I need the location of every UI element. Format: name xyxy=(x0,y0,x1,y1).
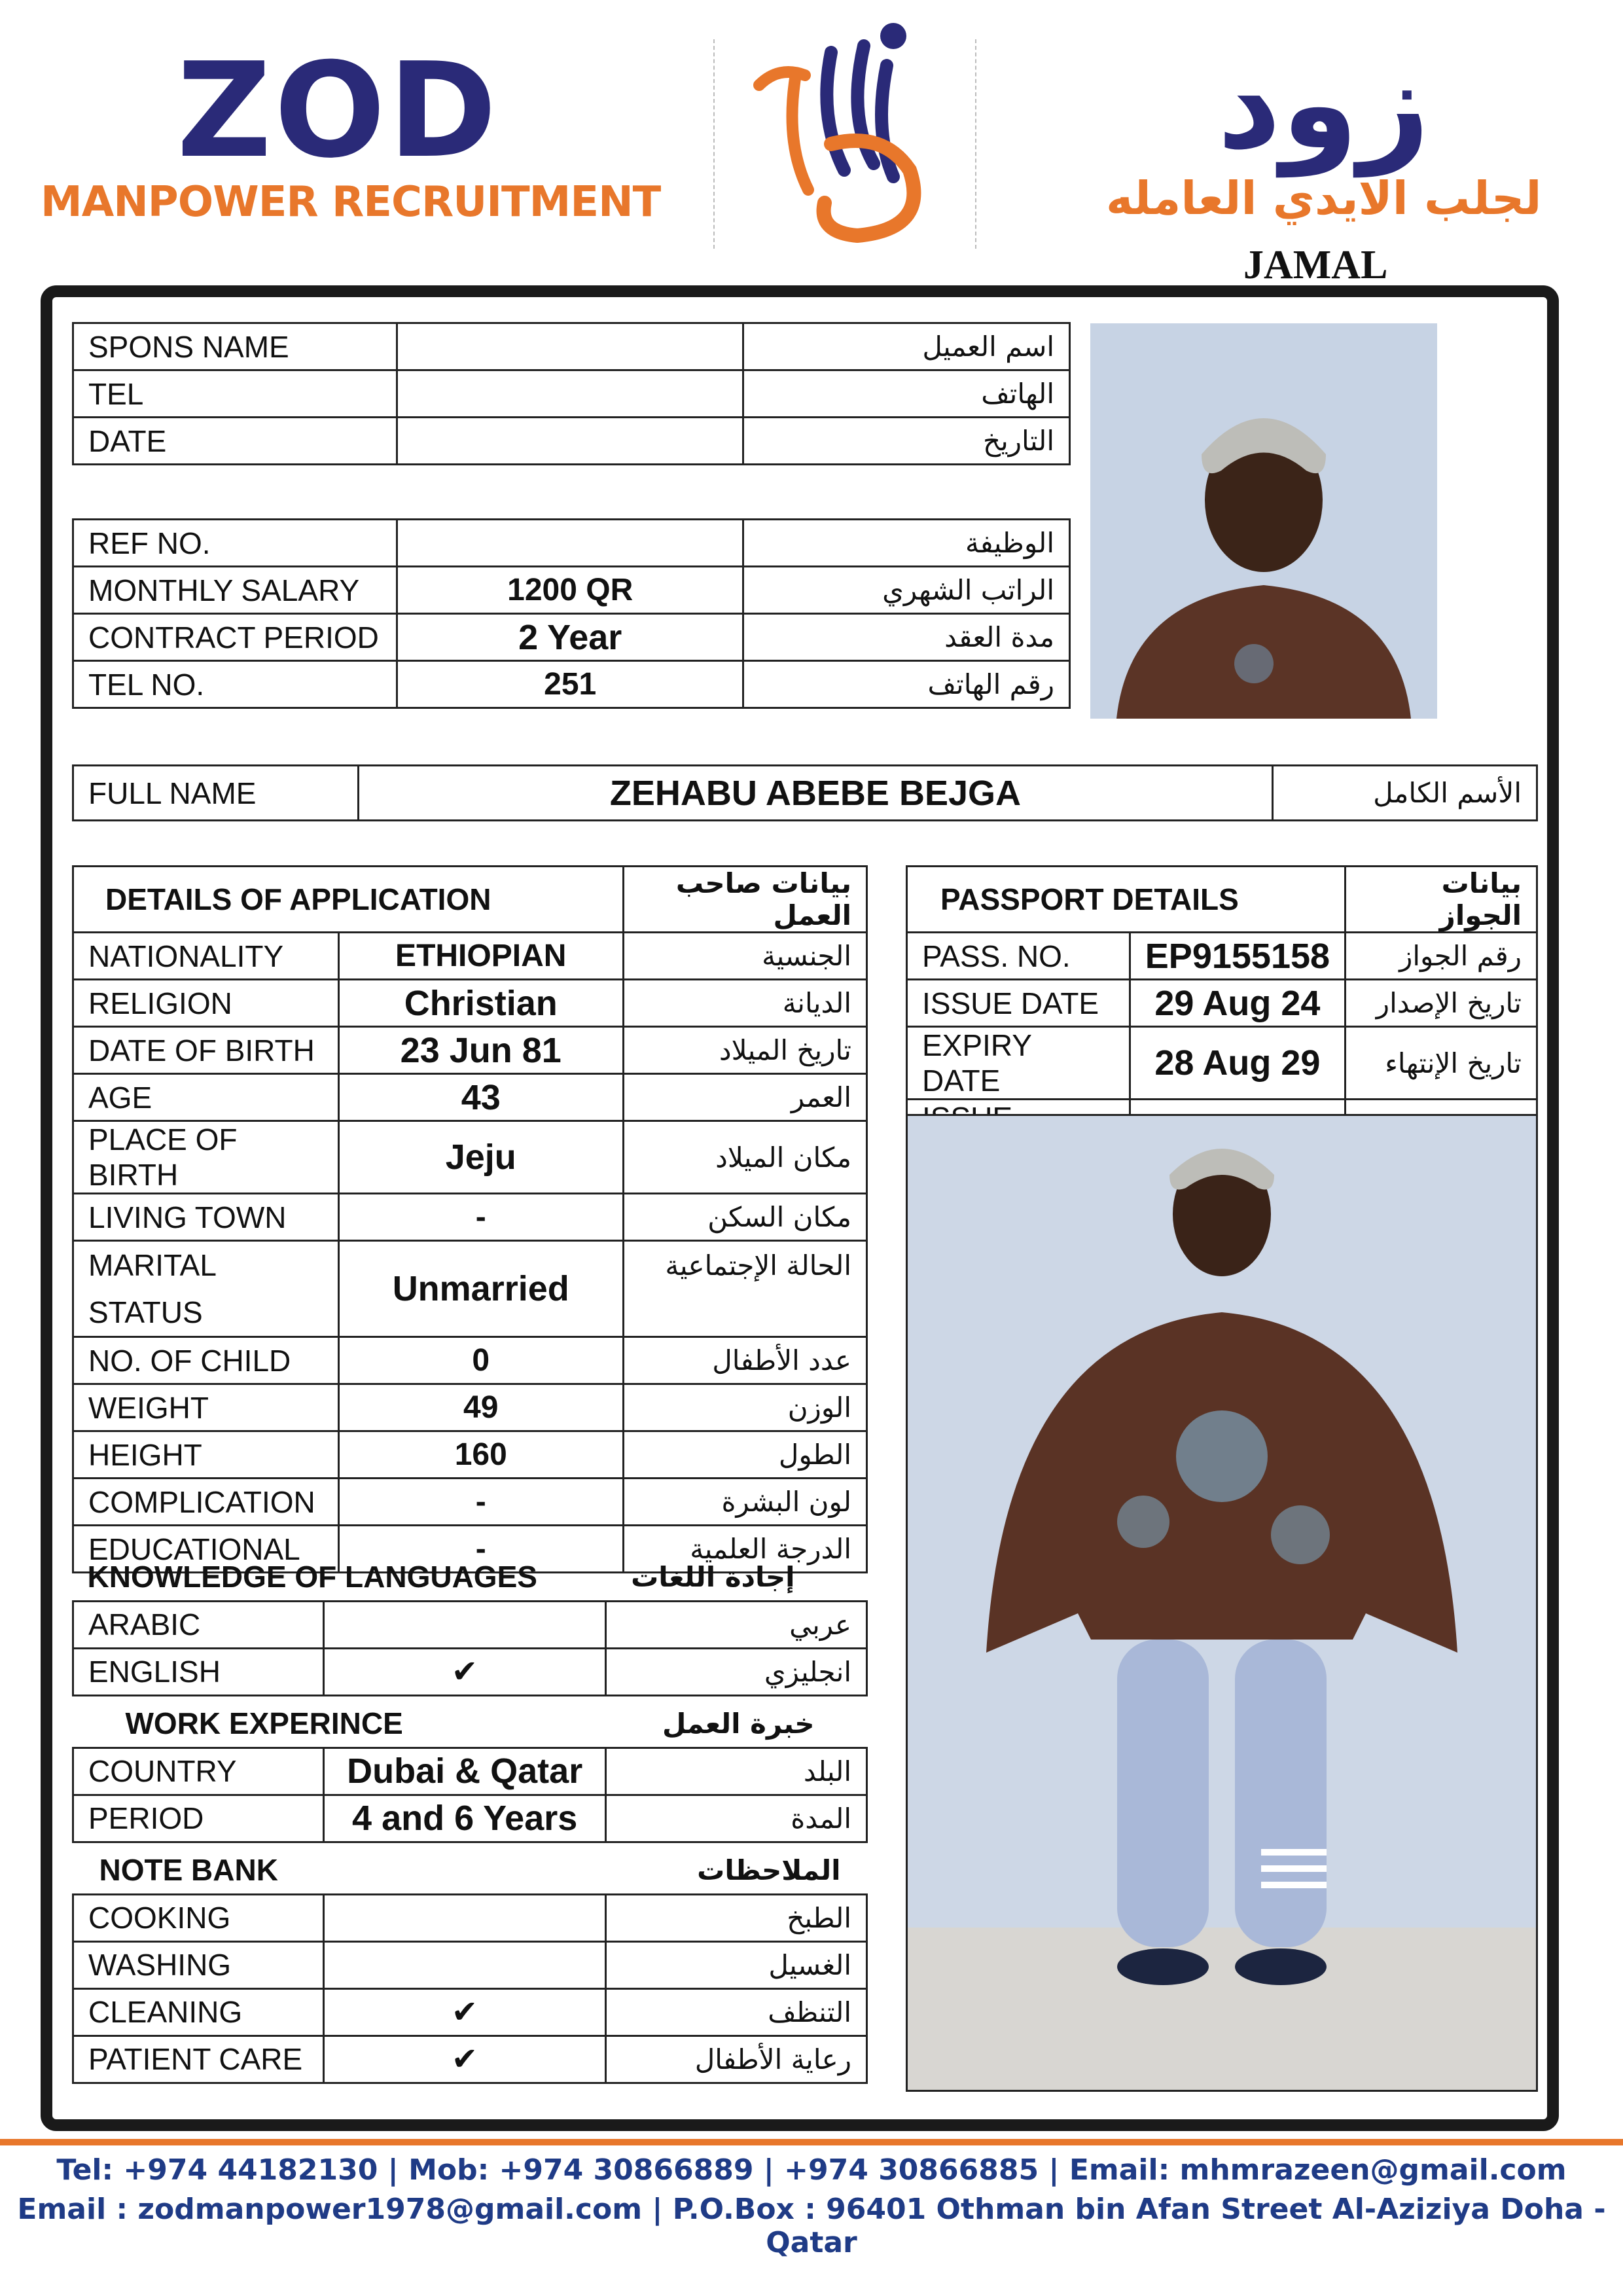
label-ar: الديانة xyxy=(623,980,866,1027)
label-ar: البلد xyxy=(606,1748,867,1795)
table-row xyxy=(73,1847,867,1894)
table-row xyxy=(73,2036,867,2083)
label-en: HEIGHT xyxy=(73,1431,339,1479)
label-ar: تاريخ الإصدار xyxy=(1346,980,1537,1027)
marital-label-line1: MARITAL xyxy=(88,1248,217,1282)
field-value[interactable]: ETHIOPIAN xyxy=(338,933,623,980)
label-en: EDUCATIONAL xyxy=(73,1526,339,1573)
passport-title-en: PASSPORT DETAILS xyxy=(907,867,1346,933)
header-divider-right xyxy=(975,39,976,249)
field-value[interactable]: - xyxy=(338,1194,623,1241)
label-en xyxy=(73,1241,339,1337)
experience-title-en: WORK EXPERINCE xyxy=(125,1706,403,1741)
table-row xyxy=(73,1337,867,1384)
label-en: CLEANING xyxy=(73,1988,324,2036)
label-ar: رقم الهاتف xyxy=(743,661,1070,708)
label-en: COUNTRY xyxy=(73,1748,324,1795)
table-row xyxy=(73,1027,867,1074)
table-row xyxy=(907,1027,1537,1100)
table-row xyxy=(73,1074,867,1121)
label-en: COOKING xyxy=(73,1894,324,1941)
notes-title-ar: الملاحظات xyxy=(697,1854,841,1886)
field-value[interactable]: Jeju xyxy=(338,1121,623,1194)
languages-title-ar: إجادة اللغات xyxy=(631,1560,795,1593)
label-en: DATE OF BIRTH xyxy=(73,1027,339,1074)
label-ar: عربي xyxy=(605,1601,866,1648)
brand-subtitle-en: MANPOWER RECRUITMENT xyxy=(41,178,661,226)
field-value[interactable]: 43 xyxy=(338,1074,623,1121)
sponsor-table xyxy=(72,322,1071,465)
table-row xyxy=(73,1431,867,1479)
label-en: ISSUE DATE xyxy=(907,980,1130,1027)
label-ar: الوظيفة xyxy=(743,520,1070,567)
field-value[interactable]: 0 xyxy=(338,1337,623,1384)
table-row xyxy=(73,1988,867,2036)
full-body-image xyxy=(908,1116,1536,2090)
label-ar: رعاية الأطفال xyxy=(605,2036,866,2083)
field-value[interactable]: EP9155158 xyxy=(1130,933,1345,980)
label-ar: اسم العميل xyxy=(743,323,1069,370)
application-title-en: DETAILS OF APPLICATION xyxy=(73,867,624,933)
notes-table xyxy=(72,1847,868,2084)
label-ar: مكان السكن xyxy=(623,1194,866,1241)
label-ar: الطول xyxy=(623,1431,866,1479)
contract-table xyxy=(72,518,1071,709)
label-en: ENGLISH xyxy=(73,1648,324,1695)
label-ar: التاريخ xyxy=(743,418,1069,465)
field-value[interactable]: Unmarried xyxy=(338,1241,623,1337)
table-row xyxy=(73,980,867,1027)
footer-accent-line xyxy=(0,2139,1623,2145)
label-ar: الحالة الإجتماعية xyxy=(623,1241,866,1337)
label-en: PASS. NO. xyxy=(907,933,1130,980)
label-ar: الهاتف xyxy=(743,370,1069,418)
label-en: MONTHLY SALARY xyxy=(73,567,397,614)
language-check[interactable]: ✔ xyxy=(324,1648,605,1695)
table-row xyxy=(73,1648,867,1695)
table-row xyxy=(73,1894,867,1941)
field-value[interactable] xyxy=(397,520,743,567)
table-row xyxy=(73,1748,867,1795)
label-ar: مكان الميلاد xyxy=(623,1121,866,1194)
field-value[interactable]: - xyxy=(338,1526,623,1573)
table-row xyxy=(73,1194,867,1241)
table-row xyxy=(73,1601,867,1648)
brand-emblem-icon xyxy=(733,13,955,262)
field-value[interactable]: 28 Aug 29 xyxy=(1130,1027,1345,1100)
table-row xyxy=(73,614,1070,661)
full-name-table xyxy=(72,764,1538,821)
brand-logo-en: ZOD xyxy=(177,35,500,187)
field-value[interactable]: 23 Jun 81 xyxy=(338,1027,623,1074)
table-row xyxy=(73,520,1070,567)
skill-check[interactable] xyxy=(324,1941,605,1988)
label-ar: الوزن xyxy=(623,1384,866,1431)
label-en: SPONS NAME xyxy=(73,323,397,370)
table-row xyxy=(73,323,1070,370)
label-ar: رقم الجواز xyxy=(1346,933,1537,980)
table-row xyxy=(73,867,867,933)
label-ar: مدة العقد xyxy=(743,614,1070,661)
table-row xyxy=(73,1700,867,1748)
table-row xyxy=(73,370,1070,418)
field-value[interactable] xyxy=(397,418,743,465)
field-value[interactable]: 29 Aug 24 xyxy=(1130,980,1345,1027)
field-value[interactable] xyxy=(397,370,743,418)
label-en: COMPLICATION xyxy=(73,1479,339,1526)
label-en: PLACE OF BIRTH xyxy=(73,1121,339,1194)
brand-subtitle-ar: لجلب الايدي العامله xyxy=(1106,171,1542,225)
table-row xyxy=(73,567,1070,614)
full-name-value[interactable]: ZEHABU ABEBE BEJGA xyxy=(358,766,1273,821)
table-row xyxy=(73,1795,867,1842)
application-table xyxy=(72,865,868,1573)
label-en: CONTRACT PERIOD xyxy=(73,614,397,661)
experience-title-ar: خبرة العمل xyxy=(662,1707,815,1740)
label-en: FULL NAME xyxy=(73,766,359,821)
label-en: LIVING TOWN xyxy=(73,1194,339,1241)
portrait-image xyxy=(1090,323,1437,719)
table-row xyxy=(907,933,1537,980)
label-ar: الطبخ xyxy=(605,1894,866,1941)
header-divider-left xyxy=(713,39,715,249)
field-value[interactable]: Dubai & Qatar xyxy=(324,1748,606,1795)
table-row xyxy=(73,1121,867,1194)
label-en: PATIENT CARE xyxy=(73,2036,324,2083)
passport-title-ar: بيانات الجواز xyxy=(1346,867,1537,933)
skill-check[interactable]: ✔ xyxy=(324,1988,605,2036)
table-row xyxy=(73,766,1537,821)
footer-contact-line2: Email : zodmanpower1978@gmail.com | P.O.Box : 96401 Othman bin Afan Street Al-Aziziya Doha - Qatar xyxy=(17,2193,1606,2259)
table-row xyxy=(73,1554,867,1601)
label-ar: الراتب الشهري xyxy=(743,567,1070,614)
label-ar: تاريخ الإنتهاء xyxy=(1346,1027,1537,1100)
label-en: TEL xyxy=(73,370,397,418)
portrait-photo xyxy=(1090,323,1437,719)
field-value[interactable]: 160 xyxy=(338,1431,623,1479)
field-value[interactable]: 2 Year xyxy=(397,614,743,661)
full-body-photo xyxy=(906,1114,1538,2092)
field-value[interactable]: 1200 QR xyxy=(397,567,743,614)
table-row xyxy=(907,980,1537,1027)
label-ar: العمر xyxy=(623,1074,866,1121)
field-value[interactable]: 4 and 6 Years xyxy=(324,1795,606,1842)
label-en: ARABIC xyxy=(73,1601,324,1648)
notes-title-en: NOTE BANK xyxy=(99,1853,278,1888)
table-row xyxy=(73,418,1070,465)
field-value[interactable]: 49 xyxy=(338,1384,623,1431)
label-ar: المدة xyxy=(606,1795,867,1842)
field-value[interactable] xyxy=(397,323,743,370)
brand-logo-ar: زود xyxy=(1217,32,1430,177)
label-en: NO. OF CHILD xyxy=(73,1337,339,1384)
table-row xyxy=(907,867,1537,933)
label-en: WASHING xyxy=(73,1941,324,1988)
label-ar: التنظف xyxy=(605,1988,866,2036)
language-check[interactable] xyxy=(324,1601,605,1648)
footer-contact-line1: Tel: +974 44182130 | Mob: +974 30866889 | +974 30866885 | Email: mhmrazeen@gmail.com xyxy=(56,2153,1567,2187)
label-en: DATE xyxy=(73,418,397,465)
label-ar: الجنسية xyxy=(623,933,866,980)
field-value[interactable]: - xyxy=(338,1479,623,1526)
table-row xyxy=(73,933,867,980)
label-en: REF NO. xyxy=(73,520,397,567)
label-en: PERIOD xyxy=(73,1795,324,1842)
languages-table xyxy=(72,1554,868,1696)
experience-table xyxy=(72,1700,868,1843)
skill-check[interactable] xyxy=(324,1894,605,1941)
languages-title-en: KNOWLEDGE OF LANGUAGES xyxy=(87,1560,537,1594)
label-ar: الغسيل xyxy=(605,1941,866,1988)
skill-check[interactable]: ✔ xyxy=(324,2036,605,2083)
label-en: TEL NO. xyxy=(73,661,397,708)
field-value[interactable]: Christian xyxy=(338,980,623,1027)
label-ar: انجليزي xyxy=(605,1648,866,1695)
label-ar: عدد الأطفال xyxy=(623,1337,866,1384)
label-en: RELIGION xyxy=(73,980,339,1027)
table-row xyxy=(73,661,1070,708)
label-en: EXPIRY DATE xyxy=(907,1027,1130,1100)
label-en: WEIGHT xyxy=(73,1384,339,1431)
agent-name: JAMAL xyxy=(1243,243,1388,287)
table-row xyxy=(73,1941,867,1988)
label-ar: الدرجة العلمية xyxy=(623,1526,866,1573)
marital-label-line2: STATUS xyxy=(88,1295,203,1329)
table-row xyxy=(73,1241,867,1337)
label-ar: لون البشرة xyxy=(623,1479,866,1526)
label-en: AGE xyxy=(73,1074,339,1121)
field-value[interactable]: 251 xyxy=(397,661,743,708)
label-ar: الأسم الكامل xyxy=(1273,766,1537,821)
table-row xyxy=(73,1384,867,1431)
label-ar: تاريخ الميلاد xyxy=(623,1027,866,1074)
label-en: NATIONALITY xyxy=(73,933,339,980)
table-row xyxy=(73,1479,867,1526)
application-title-ar: بيانات صاحب العمل xyxy=(623,867,866,933)
